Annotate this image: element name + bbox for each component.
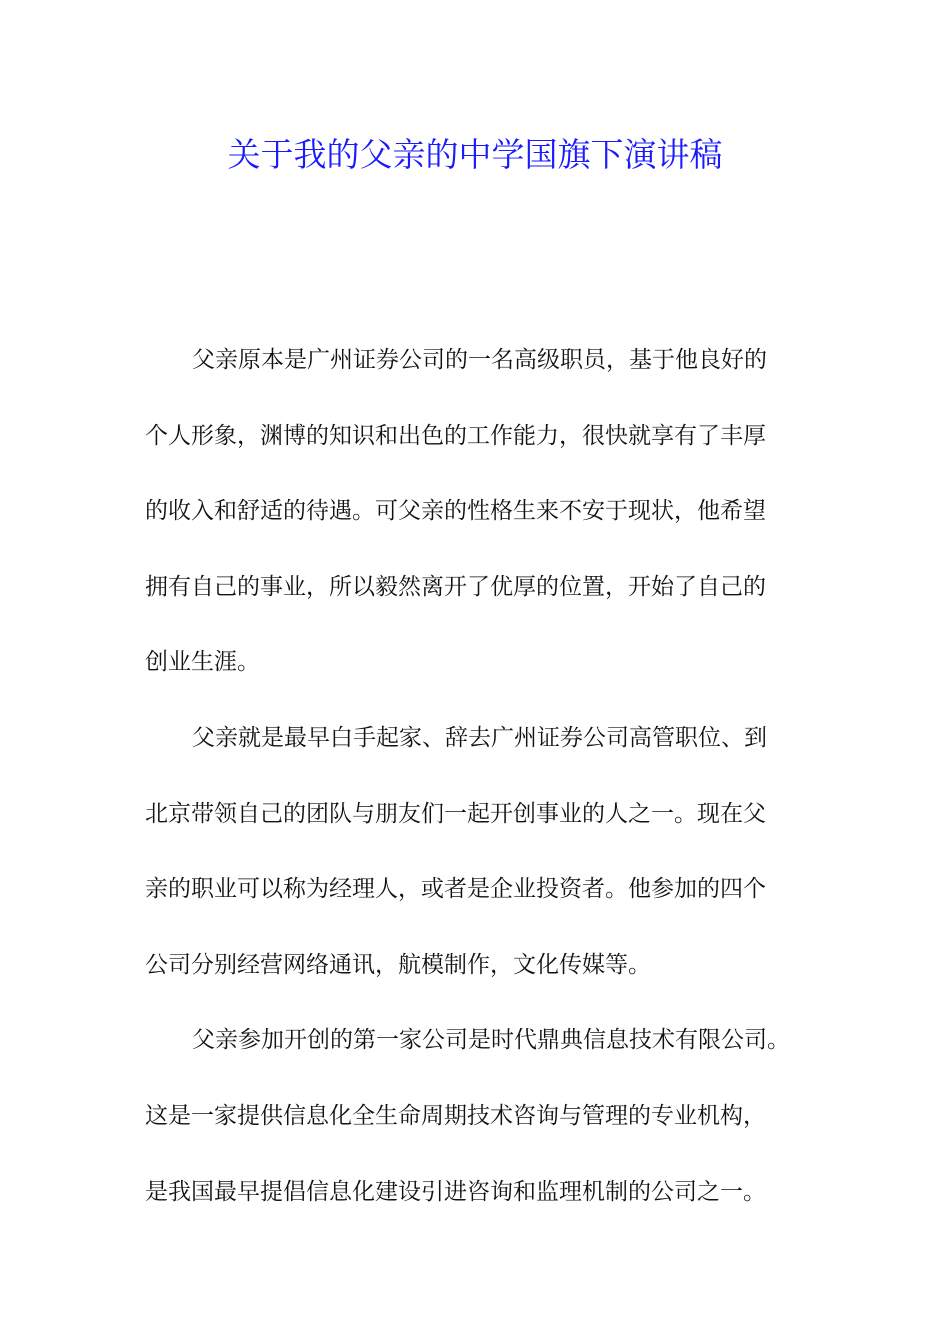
paragraph-1-line-1: 父亲原本是广州证券公司的一名高级职员，基于他良好的 [192, 347, 767, 373]
paragraph-1-line-2: 个人形象，渊博的知识和出色的工作能力，很快就享有了丰厚 [145, 422, 766, 449]
paragraph-1-line-3: 的收入和舒适的待遇。可父亲的性格生来不安于现状，他希望 [145, 498, 766, 525]
paragraph-2-line-1: 父亲就是最早白手起家、辞去广州证券公司高管职位、到 [192, 724, 767, 751]
document-title: 关于我的父亲的中学国旗下演讲稿 [227, 135, 723, 174]
paragraph-3-line-1: 父亲参加开创的第一家公司是时代鼎典信息技术有限公司。 [192, 1027, 790, 1054]
paragraph-3-line-3: 是我国最早提倡信息化建设引进咨询和监理机制的公司之一。 [145, 1178, 766, 1205]
paragraph-1-line-5: 创业生涯。 [145, 649, 260, 676]
paragraph-3-line-2: 这是一家提供信息化全生命周期技术咨询与管理的专业机构， [145, 1102, 766, 1129]
paragraph-2-line-2: 北京带领自己的团队与朋友们一起开创事业的人之一。现在父 [145, 800, 766, 827]
paragraph-2-line-4: 公司分别经营网络通讯，航模制作，文化传媒等。 [145, 951, 651, 978]
paragraph-2-line-3: 亲的职业可以称为经理人，或者是企业投资者。他参加的四个 [145, 876, 766, 903]
document-body [145, 335, 810, 1242]
paragraph-1-line-4: 拥有自己的事业，所以毅然离开了优厚的位置，开始了自己的 [145, 573, 766, 600]
